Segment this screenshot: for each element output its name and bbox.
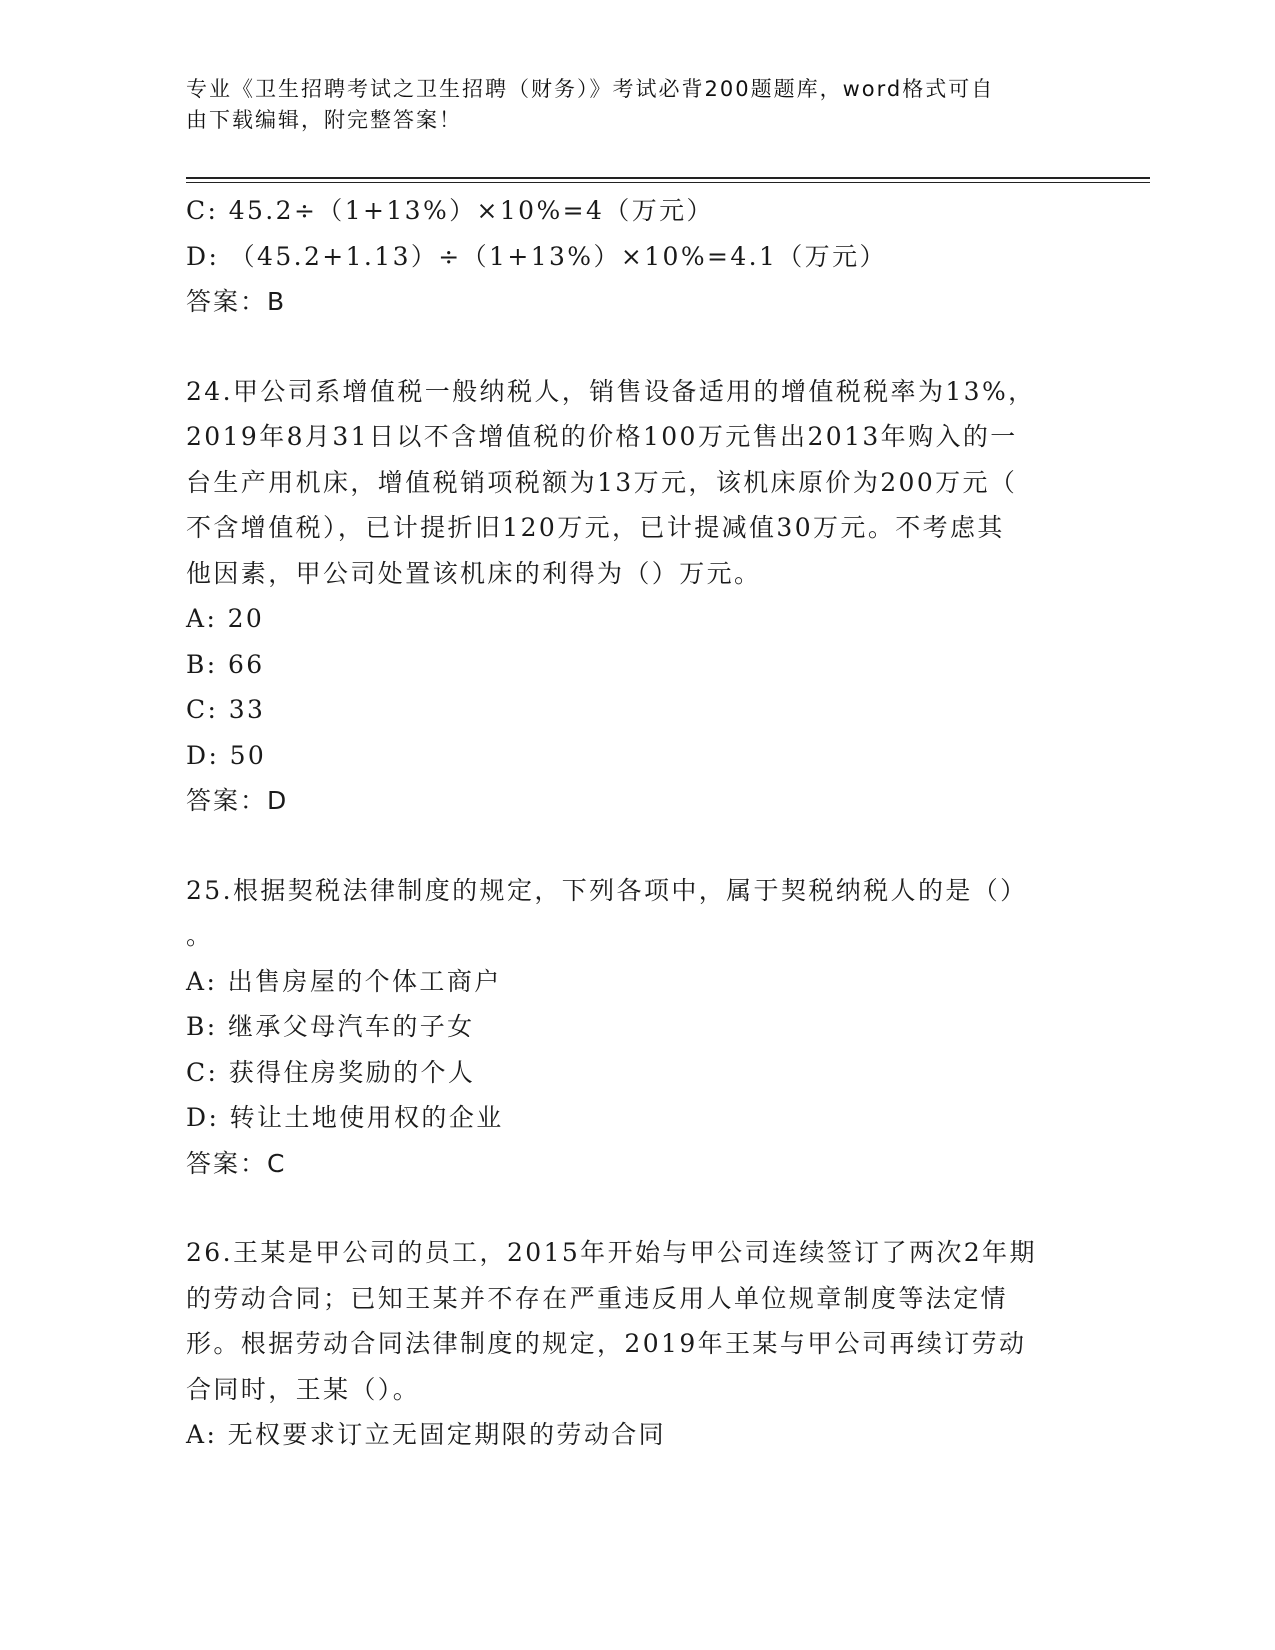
question-26	[186, 1230, 1086, 1458]
header-divider-thin	[186, 182, 1150, 183]
option-c: C: 获得住房奖励的个人	[186, 1057, 476, 1087]
stem-line: 2019年8月31日以不含增值税的价格100万元售出2013年购入的一	[186, 422, 1018, 451]
question-stem	[186, 868, 1086, 959]
option-a: A: 20	[186, 604, 265, 633]
document-body	[186, 188, 1086, 1458]
stem-line: 24.甲公司系增值税一般纳税人，销售设备适用的增值税税率为13%，	[186, 376, 1036, 406]
header-title-line-1: 专业《卫生招聘考试之卫生招聘（财务）》考试必背200题题库，word格式可自	[186, 77, 995, 101]
stem-line: 台生产用机床，增值税销项税额为13万元，该机床原价为200万元（	[186, 467, 1018, 497]
document-header	[186, 74, 1076, 136]
question-stem	[186, 369, 1086, 597]
answer-line: 答案：B	[186, 287, 287, 316]
stem-line: 的劳动合同；已知王某并不存在严重违反用人单位规章制度等法定情	[186, 1283, 1009, 1313]
header-divider-thick	[186, 177, 1150, 179]
option-b: B: 继承父母汽车的子女	[186, 1012, 475, 1041]
option-c: C: 45.2÷（1+13%）×10%=4（万元）	[186, 196, 714, 225]
stem-line: 。	[186, 921, 212, 950]
stem-line: 形。根据劳动合同法律制度的规定，2019年王某与甲公司再续订劳动	[186, 1329, 1027, 1358]
stem-line: 不含增值税），已计提折旧120万元，已计提减值30万元。不考虑其	[186, 513, 1005, 542]
stem-line: 他因素，甲公司处置该机床的利得为（）万元。	[186, 558, 762, 588]
answer-line: 答案：C	[186, 1148, 287, 1178]
option-c: C: 33	[186, 695, 266, 724]
prev-question-block	[186, 188, 1086, 325]
stem-line: 25.根据契税法律制度的规定，下列各项中，属于契税纳税人的是（）	[186, 875, 1028, 905]
stem-line: 26.王某是甲公司的员工，2015年开始与甲公司连续签订了两次2年期	[186, 1238, 1037, 1267]
question-24	[186, 369, 1086, 824]
question-stem	[186, 1230, 1086, 1412]
stem-line: 合同时，王某（）。	[186, 1374, 421, 1404]
header-title-line-2: 由下载编辑，附完整答案！	[186, 108, 462, 132]
option-d: D: 50	[186, 740, 267, 770]
option-b: B: 66	[186, 649, 265, 679]
option-d: D: （45.2+1.13）÷（1+13%）×10%=4.1（万元）	[186, 241, 887, 271]
option-a: A: 无权要求订立无固定期限的劳动合同	[186, 1420, 667, 1449]
option-d: D: 转让土地使用权的企业	[186, 1103, 504, 1132]
question-25	[186, 868, 1086, 1187]
option-a: A: 出售房屋的个体工商户	[186, 966, 502, 996]
answer-line: 答案：D	[186, 786, 289, 815]
